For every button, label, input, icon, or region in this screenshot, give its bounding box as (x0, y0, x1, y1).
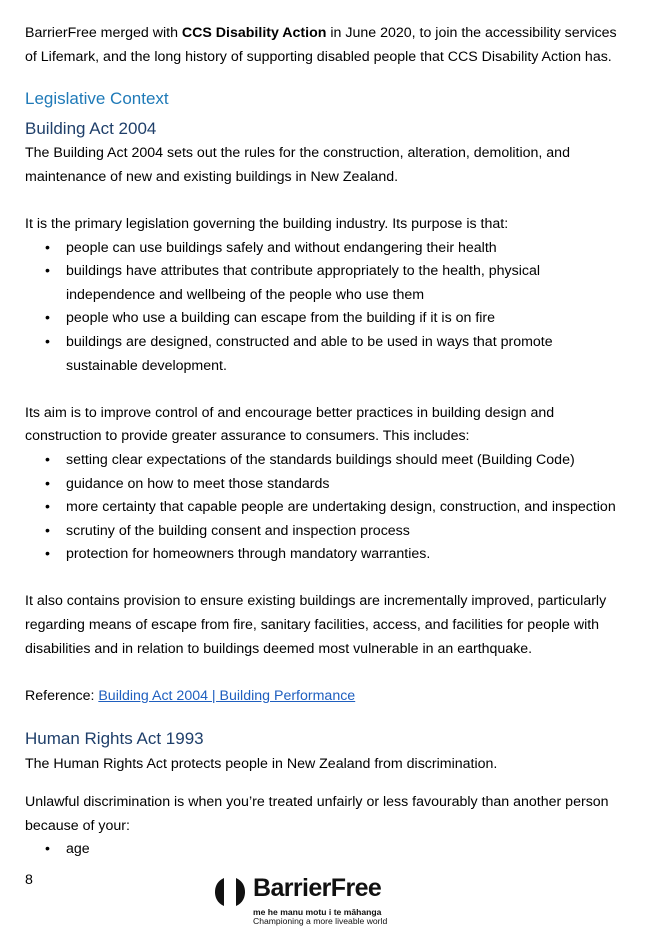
bullet: • (45, 475, 50, 492)
includes-list (25, 449, 625, 567)
discrimination-grounds-list (25, 838, 625, 862)
purpose-list (25, 237, 625, 379)
list-item-text: more certainty that capable people are undertaking design, construction, and inspection (66, 499, 616, 516)
building-act-para-4: It also contains provision to ensure existing buildings are incrementally improved, particularly regarding means of escape from fire, sanitary facilities, access, and facilities for people with disabilities and in relation to buildings deemed most vulnerable in an earthquake. (25, 593, 607, 657)
intro-text-rest: in June 2020, to join the accessibility services of Lifemark, and the long history of supporting disabled people that CCS Disability Action has. (25, 25, 617, 65)
bullet: • (45, 522, 50, 539)
logo-tagline-english: Championing a more liveable world (253, 916, 388, 926)
bullet: • (45, 333, 50, 350)
logo-wordmark: BarrierFree (253, 874, 382, 902)
list-item (25, 473, 625, 497)
list-item (25, 307, 625, 331)
building-act-para-1: The Building Act 2004 sets out the rules for the construction, alteration, demolition, and maintenance of new and existing buildings in New Zealand. (25, 145, 570, 185)
human-rights-act-heading: Human Rights Act 1993 (25, 729, 204, 749)
list-item-text: people can use buildings safely and without endangering their health (66, 239, 497, 256)
building-act-heading: Building Act 2004 (25, 119, 157, 139)
barrierfree-logo (213, 874, 403, 926)
bullet: • (45, 263, 50, 280)
list-item-text: people who use a building can escape from the building if it is on fire (66, 310, 496, 327)
list-item-text: setting clear expectations of the standards buildings should meet (Building Code) (66, 451, 575, 468)
list-item-text: age (66, 841, 90, 858)
list-item (25, 496, 625, 520)
reference-line (25, 685, 625, 709)
list-item (25, 543, 625, 567)
list-item (25, 520, 625, 544)
intro-bold-org: CCS Disability Action (181, 25, 327, 41)
barrierfree-mark-icon (213, 876, 247, 908)
bullet: • (45, 546, 50, 563)
intro-text: BarrierFree merged with (25, 25, 182, 41)
bullet: • (45, 841, 50, 858)
human-rights-para-2: Unlawful discrimination is when you’re treated unfairly or less favourably than another person because of your: (25, 794, 609, 834)
list-item (25, 260, 625, 307)
intro-paragraph (25, 22, 625, 69)
list-item-text: buildings have attributes that contribute appropriately to the health, physical independence and wellbeing of the people who use them (66, 263, 540, 303)
list-item-text: protection for homeowners through mandatory warranties. (66, 546, 431, 563)
building-act-para-3: Its aim is to improve control of and encourage better practices in building design and construction to provide greater assurance to consumers. This includes: (25, 404, 555, 445)
list-item (25, 449, 625, 473)
human-rights-para-1: The Human Rights Act protects people in New Zealand from discrimination. (25, 756, 498, 773)
document-page (25, 22, 625, 862)
list-item (25, 838, 625, 862)
legislative-context-heading: Legislative Context (25, 89, 169, 109)
list-item (25, 331, 625, 378)
bullet: • (45, 499, 50, 516)
bullet: • (45, 310, 50, 327)
list-item-text: guidance on how to meet those standards (66, 475, 330, 492)
bullet: • (45, 451, 50, 468)
list-item-text: scrutiny of the building consent and inspection process (66, 522, 410, 539)
bullet: • (45, 239, 50, 256)
reference-link[interactable]: Building Act 2004 | Building Performance (98, 687, 356, 704)
list-item (25, 237, 625, 261)
logo-tagline-maori: me he manu motu i te māhanga (253, 907, 382, 917)
list-item-text: buildings are designed, constructed and able to be used in ways that promote sustainable development. (66, 333, 553, 374)
reference-label: Reference: (25, 687, 99, 704)
page-number: 8 (25, 872, 33, 888)
building-act-para-2: It is the primary legislation governing the building industry. Its purpose is that: (25, 215, 509, 232)
